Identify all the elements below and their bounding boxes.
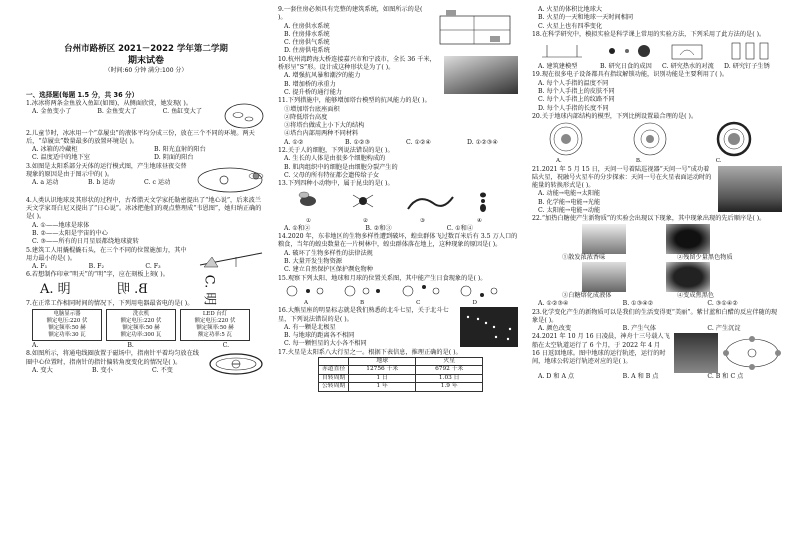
big-dipper-figure (460, 307, 518, 347)
question-10: 10.杭州湾跨海大桥连接嘉兴市和宁波市，全长 36 千米，桥形呈“S”形。设计成这种形状是为了( )。 (278, 55, 436, 72)
eclipse-figure (278, 283, 508, 299)
lever-figure (196, 247, 266, 269)
question-11: 11.下列措施中，能够增加塔台模型的抗风能力的是( )。 (278, 97, 431, 105)
question-4: 4.人类认识地球及其形状的过程中，古希腊天文学家托勒密提出了“地心说”，后来波兰天文学家哥白尼又提出了“日心说”。冰冰把他们的观点整理成“韦恩图”，她归纳正确的是( )。 (26, 196, 262, 221)
question-5: 5.建筑工人用撬棍撬石头，在三个不同的位置施加力，其中用力最小的是( )。 (26, 246, 187, 262)
sugar-photo-3 (582, 262, 626, 292)
animals-figure (278, 189, 508, 217)
earth-orbit-figure (722, 333, 782, 373)
question-16: 16.大熊星座的明显标志就是我们熟悉的北斗七星，关于北斗七星，下列说法错误的是( )。 (278, 307, 449, 323)
column-3: A. 火星的体积比地球大 B. 火星的一天和地球一天时间相同 C. 火星上也有四季变化 18.在科学研究中，模拟实验是科学课上常用的实验方法，下列采用了此方法的是( )。 A. 建筑建模型 B. 研究日食的成因 C. 研究热水的对流 D. 研究钉子生锈 19.现在很多电子设备都具有指纹解锁功能，识别功能是主要利用了( )。 A. 每个人手指的温度不同 B. 每个人手指上的皮肤不同 C. 每个人手指上的纹路不同 D. 每个人手指的长度不同 20.关于地球内部结构的模型，下列比例设置最合理的是( )。 A. B. C. 21.2021 年 5 月 15 日，天问一号着陆巡视器“天问一号”成功着陆火星，祝融号火星车的分步探索：天问一号在火星表面运动时的能量的转换形式是( )。 A. 动能→电能→太阳能 B. 化学能→电能→光能 C. 太阳能→电能→动能 22.“加热白糖使产生新物质”的实验会出现以下现象，其中现象出现的先后顺序是( )。 ①散发浓浓香味 ②残留少量黑色物质 ③白糖熔化成液体 ④变成焦黑色 A. ①②③④ B. ①③④② C. ③①④② 23.化学变化产生的新物质可以是我们的生活变得更“美丽”。紫甘蓝和白醋的反应伴随的现象是( )。 A. 颜色改变 B. 产生气体 C. 产生沉淀 24.2021 年 10 月 16 日凌晨，神舟十三号载人飞船在太空轨道运行了 6 个月，于 2022 年 4 月 16 日返回地球。图中地球的运行轨迹，运行的时间，地球公转运行轨迹对应的是( )。 A. D 和 A 点 B. A 和 B 点 C. B 和 C 点 (532, 6, 782, 382)
question-20: 20.关于地球内部结构的模型，下列比例设置最合理的是( )。 (532, 112, 698, 120)
question-9: 9.一套住房必须具有完整的建筑系统，如图所示的是( )。 (278, 6, 423, 22)
earth-layers-figure (532, 121, 780, 157)
question-21: 21.2021 年 5 月 15 日，天问一号着陆巡视器“天问一号”成功着陆火星，祝融号火星车的分步探索：天问一号在火星表面运动时的能量的转换形式是( )。 (532, 165, 712, 190)
exam-meta: （时间:60 分钟 满分:100 分） (104, 67, 188, 74)
question-3: 3.如图是太阳系部分天体的运行模式图，产生地球昼夜交替现象的原因是由于图示中的( )。 (26, 162, 187, 179)
sugar-photo-2 (666, 224, 710, 254)
column-1: 台州市路桥区 2021－2022 学年第二学期 期末试卷 （时间:60 分钟 满分:100 分） 一、选择题(每题 1.5 分，共 36 分） 1.冰冰将两条金鱼放入鱼缸(如图)，从侧面欣赏，她发现( )。 A. 金鱼变小了 B. 金鱼变大了 C. 鱼缸变大了 2.儿童节时，冰冰用一个“草履虫”的液体平均分成三份，放在三个不同的环境。两天后，“草履虫”数量最多的放置环境是( )。 A. 冰箱的冷藏柜 B. 阳光直射的阳台 C. 温度适中的地下室 D. 阴面的阳台 3.如图是太阳系部分天体的运行模式图，产生地球昼夜交替现象的原因是由于图示中的( )。 A. a 运动 B. b 运动 C. c 运动 4.人类认识地球及其形状的过程中，古希腊天文学家托勒密提出了“地心说”，后来波兰天文学家哥白尼又提出了“日心说”。冰冰把他们的观点整理成“韦恩图”，她归纳正确的是( )。 A. ①——地球是球体 B. ②——太阳是宇宙的中心 C. ③——所有的日月星辰都绕地球旋转 5.建筑工人用撬棍撬石头，在三个不同的位置施加力，其中用力最小的是( )。 A. F₁ B. F₂ C. F₃ 6.若想制作印章“明天”的“明”字，应在刻板上刻( )。 A. 明 B. 明 C. 明 7.在正常工作相同时间的情况下，下列用电器最省电的是( )。 电脑显示器 额定电压:220 伏 额定频率:50 赫 额定功率:30 瓦 洗衣机 额定电压:220 伏 额定频率:50 赫 额定功率:300 瓦 LED 台灯 额定电压:220 伏 额定频率:50 赫 额定功率:5 瓦 A. B. C. 8.如图所示，将通电线圈放置于磁场中，指南针平着均匀放在线圈中心位置时，指南针的指针偏转角度变化的情况是( )。 A. 变大 B. 变小 C. 不变 (26, 6, 266, 378)
question-15: 15.观察下列太阳、地球和月球的位置关系图，其中能产生日食现象的是( )。 (278, 274, 487, 282)
q1-options: A. 金鱼变小了 B. 金鱼变大了 C. 鱼缸变大了 (32, 107, 203, 115)
exam-title: 台州市路桥区 2021－2022 学年第二学期 (64, 44, 228, 54)
question-24: 24.2021 年 10 月 16 日凌晨，神舟十三号载人飞船在太空轨道运行了 6 个月，于 2022 年 4 月 16 日返回地球。图中地球的运行轨迹，运行的时间，地球公转运行轨迹对应的是( )。 (532, 333, 670, 366)
question-14: 14.2020 年，东非地区的生物多样性遭到破坏，蝗虫群体飞过数百米后有 3.5 万人口的粮食，当年的蝗虫数量在一片树林中，蝗虫群体落在地上，这种现象的原因是( )。 (278, 233, 518, 249)
question-6: 6.若想制作印章“明天”的“明”字，应在刻板上刻( )。 (26, 271, 169, 279)
question-22: 22.“加热白糖使产生新物质”的实验会出现以下现象，其中现象出现的先后顺序是( )。 (532, 215, 766, 223)
appliance-c: LED 台灯 额定电压:220 伏 额定频率:50 赫 额定功率:5 瓦 (180, 309, 250, 341)
q6-options: A. 明 B. 明 C. 明 (40, 274, 217, 306)
spaceship-photo (674, 333, 718, 373)
solar-system-figure (194, 163, 266, 197)
question-8: 8.如图所示，将通电线圈放置于磁场中，指南针平着均匀放在线圈中心位置时，指南针的指针偏转角度变化的情况是( )。 (26, 350, 199, 366)
exam-subtitle: 期末试卷 (127, 56, 164, 66)
rover-photo (718, 166, 782, 212)
house-system-figure (434, 6, 518, 48)
question-23: 23.化学变化产生的新物质可以是我们的生活变得更“美丽”。紫甘蓝和白醋的反应伴随的现象是( )。 (532, 308, 778, 324)
question-19: 19.现在很多电子设备都具有指纹解锁功能，识别功能是主要利用了( )。 (532, 71, 729, 79)
section-heading: 一、选择题(每题 1.5 分，共 36 分） (26, 91, 139, 100)
question-17: 17.火星是太阳系八大行星之一。根据下表信息，推理正确的是( )。 (278, 348, 462, 356)
sugar-photo-4 (666, 262, 710, 292)
bridge-photo (444, 56, 518, 94)
appliance-b: 洗衣机 额定电压:220 伏 额定频率:50 赫 额定功率:300 瓦 (106, 309, 176, 341)
question-7: 7.在正常工作相同时间的情况下，下列用电器最省电的是( )。 (26, 299, 194, 307)
question-12: 12.关于人的细胞，下列说法错误的是( )。 (278, 147, 394, 155)
question-1: 1.冰冰将两条金鱼放入鱼缸(如图)，从侧面欣赏，她发现( )。 (26, 99, 193, 107)
appliance-labels (32, 309, 266, 341)
question-18: 18.在科学研究中，模拟实验是科学课上常用的实验方法，下列采用了此方法的是( )。 (532, 30, 766, 38)
question-13: 13.下列四种小动物中，属于昆虫的是( )。 (278, 180, 394, 188)
fishbowl-figure (222, 100, 266, 130)
sugar-photo-1 (582, 224, 626, 254)
appliance-a: 电脑显示器 额定电压:220 伏 额定频率:50 赫 额定功率:30 瓦 (32, 309, 102, 341)
question-2: 2.儿童节时，冰冰用一个“草履虫”的液体平均分成三份，放在三个不同的环境。两天后，“草履虫”数量最多的放置环境是( )。 (26, 129, 255, 145)
experiment-figures (532, 39, 780, 63)
column-2: 9.一套住房必须具有完整的建筑系统，如图所示的是( )。 A. 住房供水系统 B. 住房排水系统 C. 住房供气系统 D. 住房供电系统 10.杭州湾跨海大桥连接嘉兴市和宁波市，全长 36 千米，桥形呈“S”形。设计成这种形状是为了( )。 A. 增强抗风暴和潮汐的能力 B. 增加桥的承重力 C. 提升桥的通行能力 11.下列措施中，能够增加塔台模型的抗风能力的是( )。 ①增加塔台底座面积 ②降低塔台高度 ③将塔台做成上小下大的结构 ④塔台内部用两种不同材料 A. ①② B. ①②③ C. ①②④ D. ①②③④ 12.关于人的细胞，下列说法错误的是( )。 A. 生长的人体是由很多个细胞构成的 B. 肌肉组织中的细胞是由细胞分裂产生的 C. 父母的所有特征都会遗传给子女 13.下列四种小动物中，属于昆虫的是( )。 ① ② ③ ④ A. ①和② B. ②和③ C. ①和④ 14.2020 年，东非地区的生物多样性遭到破坏，蝗虫群体飞过数百米后有 3.5 万人口的粮食，当年的蝗虫数量在一片树林中，蝗虫群体落在地上，这种现象的原因是( )。 A. 破坏了生物多样性的法律法规 B. 大量开发生物资源 C. 建立自然保护区保护濒危物种 15.观察下列太阳、地球和月球的位置关系图，其中能产生日食现象的是( )。 A B C D 16.大熊星座的明显标志就是我们熟悉的北斗七星，关于北斗七星，下列说法错误的是( )。 A. 有一颗是北极星 B. 与地球的距离各不相同 C. 每一颗恒星的大小各不相同 17.火星是太阳系八大行星之一。根据下表信息，推理正确的是( )。 地球 火星 赤道直径 12756 千米 6792 千米 自转周期 1 日 1.03 日 公转周期 1 年 1.9 年 (278, 6, 518, 392)
coil-compass-figure (206, 350, 266, 378)
mars-earth-table: 地球 火星 赤道直径 12756 千米 6792 千米 自转周期 1 日 1.03 日 公转周期 1 年 1.9 年 (318, 357, 483, 392)
